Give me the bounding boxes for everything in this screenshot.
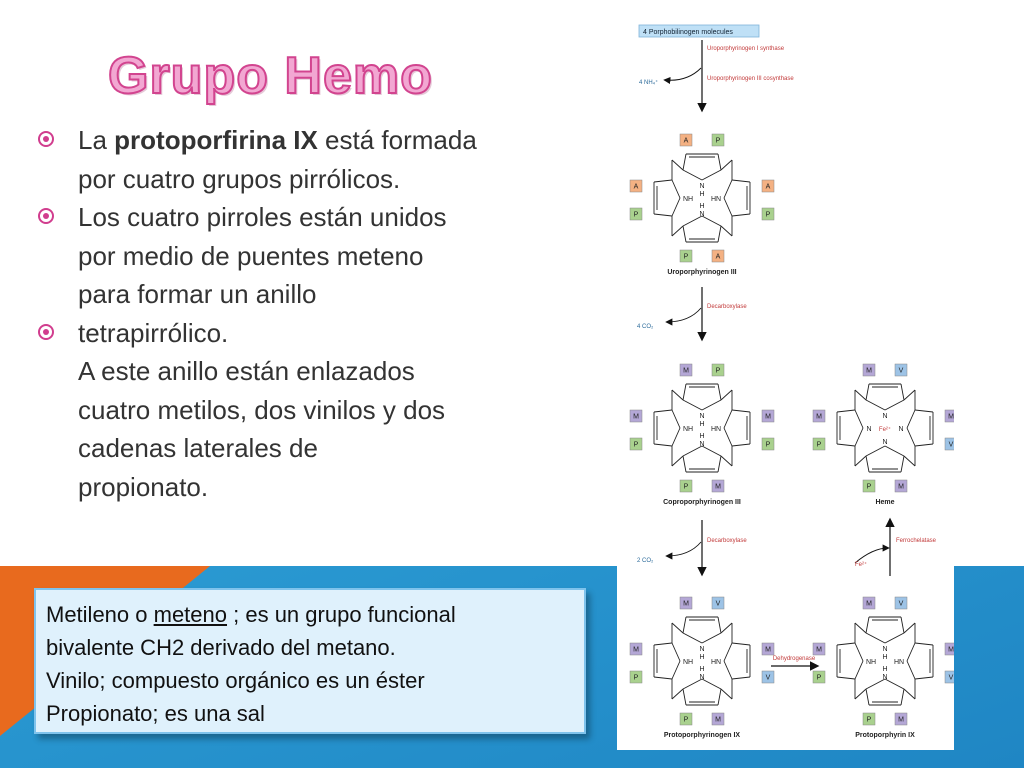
- iron-arrow: [855, 548, 888, 563]
- ring-atom-label: NH: [865, 659, 877, 666]
- ring-atom-label: HN: [710, 426, 722, 433]
- substituent-label: M: [816, 413, 822, 421]
- substituent-right-1: [762, 671, 774, 683]
- definitions-box: [34, 588, 586, 734]
- ring-atom-label: N: [882, 439, 888, 446]
- substituent-left-0: [630, 410, 642, 422]
- pathway-label: 4 NH₄⁺: [639, 80, 659, 86]
- substituent-label: A: [715, 253, 721, 261]
- substituent-label: M: [816, 646, 822, 654]
- substituent-right-0: [945, 410, 954, 422]
- substituent-left-1: [630, 438, 642, 450]
- substituent-label: P: [765, 441, 771, 449]
- substituent-bottom-0: [863, 480, 875, 492]
- ring-atom-label: NH: [682, 426, 694, 433]
- note-line-1-post: ; es un grupo funcional: [227, 602, 456, 627]
- substituent-label: P: [633, 211, 639, 219]
- ring-atom-label: N: [882, 674, 888, 681]
- substituent-bottom-0: [863, 713, 875, 725]
- slide-title: Grupo Hemo: [108, 47, 433, 105]
- pathway-label: 4 CO₂: [637, 324, 654, 330]
- bullet-line: [78, 160, 608, 199]
- ring-atom-label: NH: [682, 659, 694, 666]
- substituent-label: P: [683, 253, 689, 261]
- substituent-label: V: [948, 441, 954, 449]
- bullet-circle-icon: [38, 131, 54, 147]
- substituent-label: V: [898, 600, 904, 608]
- substituent-label: M: [765, 413, 771, 421]
- substituent-top-1: [712, 364, 724, 376]
- molecule-name: Protoporphyrin IX: [855, 732, 915, 739]
- text-segment: está formada: [317, 125, 477, 155]
- substituent-label: M: [948, 413, 954, 421]
- bullet-line: [78, 429, 608, 468]
- substituent-label: P: [683, 483, 689, 491]
- substituent-right-0: [762, 180, 774, 192]
- ring-atom-label: N: [898, 426, 904, 433]
- substituent-bottom-1: [895, 480, 907, 492]
- ring-atom-label: H: [699, 654, 705, 661]
- substituent-label: P: [633, 441, 639, 449]
- byproduct-arrow-1: [665, 68, 701, 80]
- ring-atom-label: H: [699, 203, 705, 210]
- text-segment: Los cuatro pirroles están unidos: [78, 202, 447, 232]
- substituent-label: M: [898, 483, 904, 491]
- substituent-label: P: [866, 716, 872, 724]
- substituent-left-0: [630, 180, 642, 192]
- bullet-line: [78, 237, 608, 276]
- substituent-right-1: [762, 438, 774, 450]
- molecule-0: [630, 134, 774, 276]
- bullet-line: [78, 275, 608, 314]
- ring-atom-label: N: [866, 426, 872, 433]
- ring-atom-label: N: [699, 646, 705, 653]
- substituent-top-1: [895, 597, 907, 609]
- molecule-name: Coproporphyrinogen III: [663, 499, 741, 506]
- substituent-right-0: [762, 410, 774, 422]
- ring-atom-label: HN: [893, 659, 905, 666]
- bold-term: protoporfirina IX: [114, 125, 318, 155]
- substituent-left-1: [813, 438, 825, 450]
- substituent-label: P: [715, 367, 721, 375]
- ring-atom-label: H: [699, 421, 705, 428]
- substituent-label: M: [715, 483, 721, 491]
- text-segment: tetrapirrólico.: [78, 317, 229, 348]
- substituent-label: M: [683, 600, 689, 608]
- substituent-top-0: [680, 364, 692, 376]
- substituent-label: M: [633, 646, 639, 654]
- substituent-label: M: [898, 716, 904, 724]
- substituent-bottom-0: [680, 480, 692, 492]
- pathway-label: Uroporphyrinogen I synthase: [707, 46, 785, 52]
- bullet-line: [78, 121, 608, 160]
- ring-atom-label: HN: [710, 659, 722, 666]
- substituent-top-0: [680, 134, 692, 146]
- text-segment: cadenas laterales de: [78, 433, 318, 463]
- substituent-label: A: [683, 137, 689, 145]
- ring-atom-label: H: [699, 191, 705, 198]
- substituent-label: M: [948, 646, 954, 654]
- text-segment: La: [78, 125, 115, 155]
- note-line-4: Propionato; es una sal: [46, 701, 265, 726]
- text-segment: cuatro metilos, dos vinilos y dos: [78, 394, 446, 425]
- substituent-bottom-1: [712, 480, 724, 492]
- pathway-label: Decarboxylase: [707, 538, 747, 544]
- heme-synthesis-diagram: [617, 16, 954, 750]
- bullet-paragraph: [38, 198, 608, 314]
- ring-atom-label: N: [882, 646, 888, 653]
- ring-atom-label: NH: [682, 196, 694, 203]
- note-line-2: bivalente CH2 derivado del metano.: [46, 635, 396, 660]
- pathway-label: Decarboxylase: [707, 304, 747, 310]
- pathway-label: Uroporphyrinogen III cosynthase: [707, 76, 794, 82]
- ring-atom-label: N: [699, 183, 705, 190]
- ring-atom-label: HN: [710, 196, 722, 203]
- pathway-label: Dehydrogenase: [772, 656, 816, 662]
- substituent-right-0: [762, 643, 774, 655]
- substituent-top-1: [895, 364, 907, 376]
- text-segment: por cuatro grupos pirrólicos.: [78, 163, 401, 194]
- substituent-right-1: [762, 208, 774, 220]
- molecule-name: Protoporphyrinogen IX: [663, 732, 741, 739]
- substituent-left-1: [630, 671, 642, 683]
- substituent-label: M: [866, 367, 872, 375]
- substituent-label: M: [866, 600, 872, 608]
- ring-atom-label: Fe²⁺: [878, 427, 892, 433]
- note-term-meteno: meteno: [153, 602, 228, 627]
- bullet-line: [78, 314, 608, 353]
- substituent-bottom-0: [680, 713, 692, 725]
- molecule-name: Heme: [875, 499, 895, 506]
- substituent-label: P: [715, 137, 721, 145]
- ring-atom-label: N: [882, 413, 888, 420]
- header-label: 4 Porphobilinogen molecules: [643, 29, 733, 36]
- substituent-left-0: [813, 643, 825, 655]
- molecule-1: [630, 364, 774, 506]
- molecule-3: [813, 597, 954, 739]
- substituent-label: P: [683, 716, 689, 724]
- substituent-label: V: [948, 674, 954, 682]
- bullet-line: [78, 468, 608, 507]
- substituent-label: P: [765, 211, 771, 219]
- ring-atom-label: H: [699, 666, 705, 673]
- substituent-bottom-1: [895, 713, 907, 725]
- substituent-label: V: [765, 674, 771, 682]
- ring-atom-label: N: [699, 674, 705, 681]
- substituent-label: P: [866, 483, 872, 491]
- ring-atom-label: N: [699, 441, 705, 448]
- ring-atom-label: H: [882, 666, 888, 673]
- text-segment: por medio de puentes meteno: [78, 240, 424, 271]
- pathway-label: Fe²⁺: [855, 562, 868, 568]
- substituent-top-0: [863, 597, 875, 609]
- bullet-list: [38, 121, 608, 506]
- substituent-top-0: [680, 597, 692, 609]
- substituent-label: V: [898, 367, 904, 375]
- text-segment: para formar un anillo: [78, 279, 317, 309]
- bullet-circle-icon: [38, 208, 54, 224]
- ring-atom-label: H: [882, 654, 888, 661]
- substituent-label: P: [816, 674, 822, 682]
- substituent-right-0: [945, 643, 954, 655]
- ring-atom-label: N: [699, 413, 705, 420]
- substituent-top-0: [863, 364, 875, 376]
- text-segment: A este anillo están enlazados: [78, 356, 415, 386]
- bullet-line: [78, 198, 608, 237]
- byproduct-arrow-2: [667, 308, 701, 322]
- pathway-svg: [617, 16, 954, 750]
- substituent-left-1: [630, 208, 642, 220]
- substituent-bottom-1: [712, 250, 724, 262]
- substituent-left-0: [813, 410, 825, 422]
- bullet-line: [78, 352, 608, 391]
- molecule-4: [813, 364, 954, 506]
- molecules-group: [630, 134, 954, 739]
- substituent-bottom-0: [680, 250, 692, 262]
- note-line-1: [46, 598, 574, 631]
- note-line-1-pre: Metileno o: [46, 602, 154, 627]
- substituent-right-1: [945, 671, 954, 683]
- ring-atom-label: N: [699, 211, 705, 218]
- byproduct-arrow-3: [667, 542, 701, 556]
- substituent-left-1: [813, 671, 825, 683]
- substituent-top-1: [712, 597, 724, 609]
- substituent-label: M: [765, 646, 771, 654]
- substituent-left-0: [630, 643, 642, 655]
- substituent-bottom-1: [712, 713, 724, 725]
- substituent-label: M: [683, 367, 689, 375]
- substituent-label: M: [715, 716, 721, 724]
- text-segment: propionato.: [78, 471, 209, 502]
- substituent-right-1: [945, 438, 954, 450]
- molecule-name: Uroporphyrinogen III: [667, 269, 737, 276]
- pathway-label: Ferrochelatase: [896, 538, 937, 544]
- bullet-line: [78, 391, 608, 430]
- bullet-circle-icon: [38, 324, 54, 340]
- pathway-label: 2 CO₂: [637, 558, 654, 564]
- substituent-label: A: [765, 183, 771, 191]
- note-line-3: Vinilo; compuesto orgánico es un éster: [46, 668, 425, 693]
- substituent-label: A: [633, 183, 639, 191]
- substituent-label: M: [633, 413, 639, 421]
- molecule-2: [630, 597, 774, 739]
- substituent-label: V: [715, 600, 721, 608]
- substituent-label: P: [816, 441, 822, 449]
- substituent-label: P: [633, 674, 639, 682]
- substituent-top-1: [712, 134, 724, 146]
- bullet-paragraph: [38, 314, 608, 507]
- bullet-paragraph: [38, 121, 608, 198]
- ring-atom-label: H: [699, 433, 705, 440]
